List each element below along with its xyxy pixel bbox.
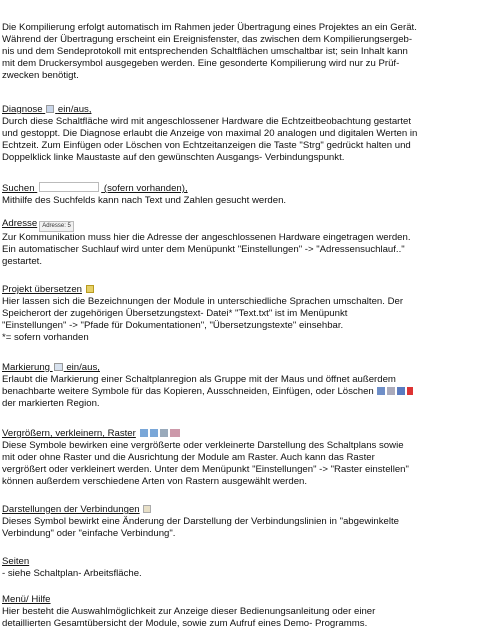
hilfe-body: Hier besteht die Auswahlmöglichkeit zur Anzeige dieser Bedienungsanleitung oder einer detaillierten Gesamtübersicht der Module, sowie zum Aufruf eines Demo- Programms. (2, 606, 376, 629)
section-seiten (2, 556, 487, 580)
suchen-heading: Suchen (sofern vorhanden), (2, 183, 188, 194)
adresse-body: Zur Kommunikation muss hier die Adresse der angeschlossenen Hardware eingetragen werden. Ein automatischer Suchlauf wird unter dem Menüpunkt "Einstellungen" -> "Adressensuchlauf.." gestartet. (2, 232, 411, 267)
markierung-body-a: Erlaubt die Markierung einer Schaltplanregion als Gruppe mit der Maus und öffnet außerdem benachbarte weitere Symbole für das Kopieren, Ausschneiden, Einfügen, oder Löschen (2, 374, 396, 397)
section-hilfe (2, 594, 487, 630)
address-field: Adresse: 5 (39, 221, 74, 232)
zoom-grid-icons (140, 429, 180, 437)
projekt-heading: Projekt übersetzen (2, 284, 82, 295)
hilfe-heading: Menü/ Hilfe (2, 594, 51, 605)
section-markierung (2, 362, 487, 410)
diagnose-body: Durch diese Schaltfläche wird mit angeschlossener Hardware die Echtzeitbeobachtung gestartet und gestoppt. Die Diagnose erlaubt die Anzeige von maximal 20 analogen und digitalen Werten in Echtzeit. Zum Einfügen oder Löschen von Echtzeitanzeigen die Taste "Strg" gedrückt halten und Doppelklick linke Maustaste auf den gewünschten Ausgangs- Verbindungspunkt. (2, 116, 418, 163)
section-projekt (2, 284, 487, 344)
verbindungen-heading: Darstellungen der Verbindungen (2, 504, 140, 515)
edit-tools-icon (377, 387, 413, 395)
selection-icon (54, 363, 63, 371)
translate-icon (86, 285, 94, 293)
intro-paragraph: Die Kompilierung erfolgt automatisch im Rahmen jeder Übertragung eines Projektes an ein Gerät. Während der Übertragung erscheint ein Ereignisfenster, das zwischen dem Kompilierungsergeb- nis und dem Sendeprotokoll mit entsprechenden Schaltflächen umschaltbar ist; sein Inhalt kann mit dem Druckersymbol ausgegeben werden. Eine gesonderte Kompilierung wird nur zu Prüf- zwecken benötigt. (2, 22, 417, 81)
section-zoom (2, 428, 487, 488)
section-adresse (2, 218, 487, 268)
seiten-heading: Seiten (2, 556, 30, 567)
seiten-body: - siehe Schaltplan- Arbeitsfläche. (2, 568, 142, 579)
zoom-body: Diese Symbole bewirken eine vergrößerte oder verkleinerte Darstellung des Schaltplans sowie mit oder ohne Raster und die Ausrichtung der Module am Raster. Auch kann das Raster vergrößert oder verkleinert werden. Unter dem Menüpunkt "Einstellungen" -> "Raster einstellen" können außerdem verschiedene Arten von Rastern ausgewählt werden. (2, 440, 409, 487)
diagnose-heading: Diagnose ein/aus, (2, 104, 92, 115)
adresse-heading: Adresse (2, 218, 38, 229)
diagnose-icon (46, 105, 54, 113)
section-diagnose (2, 104, 487, 164)
verbindungen-body: Dieses Symbol bewirkt eine Änderung der Darstellung der Verbindungslinien in "abgewinkelte Verbindung" oder "einfache Verbindung". (2, 516, 399, 539)
suchen-body: Mithilfe des Suchfelds kann nach Text und Zahlen gesucht werden. (2, 195, 287, 206)
projekt-body: Hier lassen sich die Bezeichnungen der Module in unterschiedliche Sprachen umschalten. Der Speicherort der zugehörigen Übersetzungstext- Datei* "Text.txt" ist im Menüpunkt "Einstellungen" -> "Pfade für Dokumentationen", "Übersetzungstexte" einsehbar. *= sofern vorhanden (2, 296, 404, 343)
connection-style-icon (143, 505, 151, 513)
markierung-heading: Markierung ein/aus, (2, 362, 100, 373)
search-field-icon (39, 182, 99, 192)
markierung-body-b: der markierten Region. (2, 398, 100, 409)
section-suchen (2, 182, 487, 207)
section-verbindungen (2, 504, 487, 540)
zoom-heading: Vergrößern, verkleinern, Raster (2, 428, 136, 439)
